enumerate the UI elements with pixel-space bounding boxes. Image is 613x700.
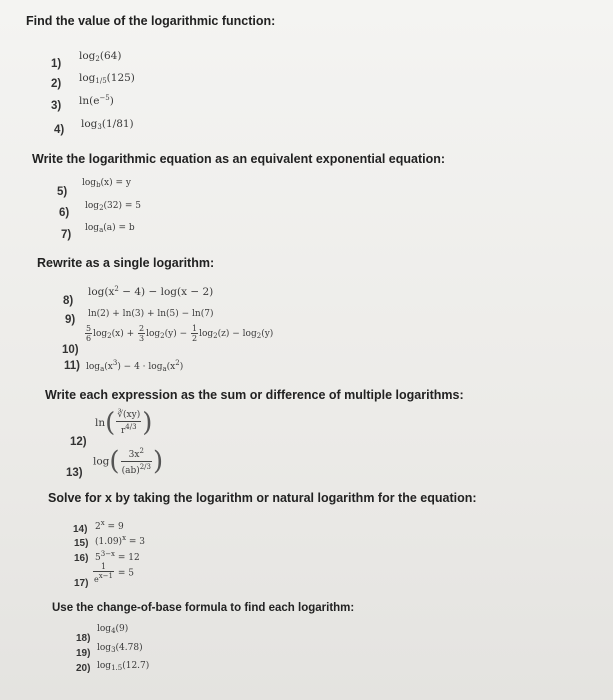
problem-4-number: 4): [54, 124, 65, 136]
problem-2-number: 2): [51, 78, 62, 90]
problem-19-number: 19): [76, 648, 91, 659]
problem-9-expression: ln(2) + ln(3) + ln(5) − ln(7): [88, 309, 214, 319]
problem-9-number: 9): [65, 314, 76, 326]
problem-17-expression: $\frac{1}{e^{x-1}}$ = 5: [94, 562, 135, 584]
problem-19-expression: $\log_3(4.78)$: [97, 643, 143, 654]
problem-20-number: 20): [76, 663, 91, 674]
problem-7-expression: $\log_a(a) = b$: [85, 223, 135, 234]
problem-10-expression: $\frac{5}{6}$ $\log_2(x)$ + $\frac{2}{3}$ $\log_2(y)$ − $\frac{1}{2}$ $\log_2(z) - \log_2(y)$: [86, 324, 274, 343]
problem-1-expression: $\log_2(64)$: [79, 50, 122, 63]
problem-14-number: 14): [73, 524, 88, 535]
problem-13-expression: log( $\frac{3x^2}{(ab)^{2/3}}$ ): [93, 446, 164, 477]
problem-5-expression: $\log_b(x) = y$: [82, 178, 131, 189]
problem-13-number: 13): [66, 467, 83, 479]
problem-16-expression: $5^{3-x} = 12$: [95, 550, 140, 563]
heading-exponential-equation: Write the logarithmic equation as an equivalent exponential equation:: [32, 152, 446, 166]
problem-1-number: 1): [51, 58, 62, 70]
problem-17-number: 17): [74, 578, 89, 589]
problem-11-expression: $\log_a(x^3) - 4 \cdot \log_a(x^2)$: [86, 359, 184, 373]
problem-15-expression: $(1.09)^x = 3$: [95, 534, 146, 547]
problem-8-expression: $\log(x^2 - 4) - \log(x - 2)$: [88, 285, 214, 298]
heading-find-value: Find the value of the logarithmic function:: [26, 14, 276, 28]
problem-11-number: 11): [64, 360, 80, 372]
problem-18-expression: $\log_4(9)$: [97, 624, 129, 635]
problem-16-number: 16): [74, 553, 89, 564]
problem-6-expression: $\log_2(32) = 5$: [85, 201, 141, 212]
problem-7-number: 7): [61, 229, 72, 241]
problem-18-number: 18): [76, 633, 91, 644]
problem-2-expression: $\log_{1/5}(125)$: [79, 72, 135, 85]
problem-5-number: 5): [57, 186, 68, 198]
heading-change-of-base: Use the change-of-base formula to find each logarithm:: [52, 602, 355, 614]
problem-12-number: 12): [70, 436, 87, 448]
heading-solve-for-x: Solve for x by taking the logarithm or natural logarithm for the equation:: [48, 491, 477, 505]
problem-14-expression: $2^x = 9$: [95, 519, 124, 532]
problem-4-expression: $\log_3(1/81)$: [81, 118, 134, 131]
problem-3-expression: $\ln(e^{-5})$: [79, 94, 114, 107]
problem-6-number: 6): [59, 207, 70, 219]
problem-15-number: 15): [74, 538, 89, 549]
problem-10-number: 10): [62, 344, 79, 356]
problem-20-expression: $\log_{1.5}(12.7)$: [97, 661, 150, 672]
problem-12-expression: ln( $\frac{∛(xy)}{r^{4/3}}$ ): [95, 408, 153, 438]
problem-8-number: 8): [63, 295, 74, 307]
problem-3-number: 3): [51, 100, 62, 112]
heading-single-logarithm: Rewrite as a single logarithm:: [37, 256, 215, 270]
heading-sum-difference: Write each expression as the sum or difference of multiple logarithms:: [45, 388, 464, 402]
